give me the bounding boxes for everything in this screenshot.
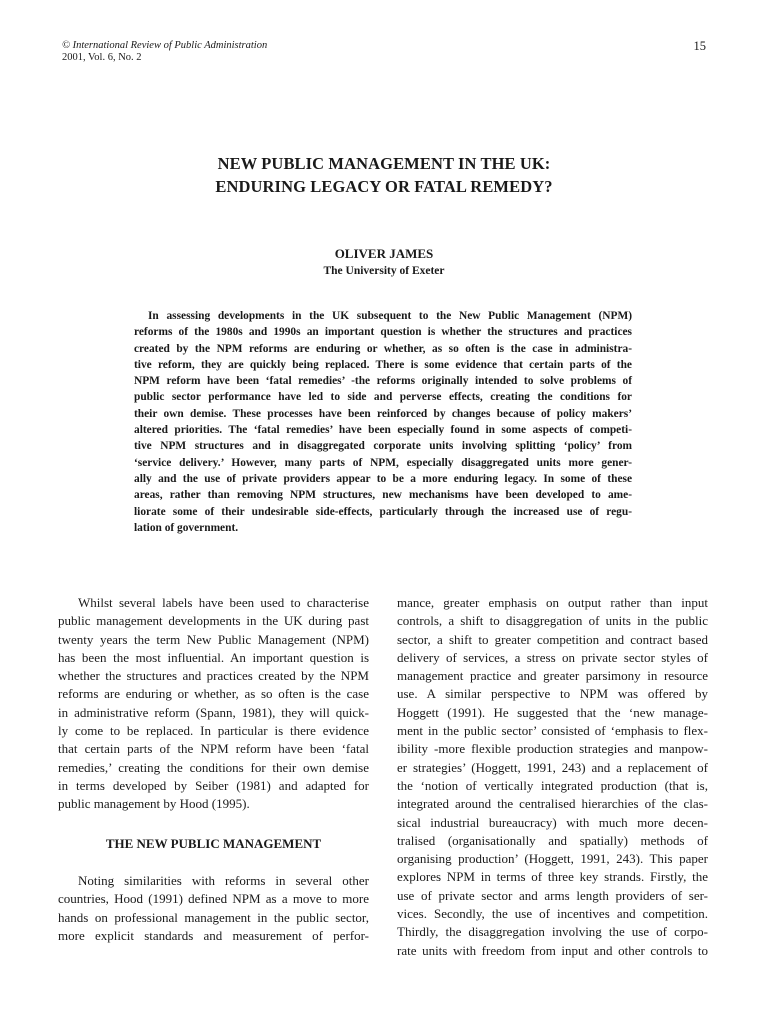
body-line: reforms are enduring or whether, as so often is the case xyxy=(58,686,369,702)
journal-title: © International Review of Public Administration xyxy=(62,40,268,51)
body-line: controls, a shift to disaggregation of units in the public xyxy=(397,613,708,629)
abstract-line: their own demise. These processes have been reinforced by changes because of policy makers’ xyxy=(134,407,632,420)
abstract-line: lation of government. xyxy=(134,521,239,534)
abstract-line: tive reform, they are quickly being replaced. There is some evidence that certain parts of the xyxy=(134,358,632,371)
body-line: use of private sector and arms length providers of ser- xyxy=(397,887,708,903)
abstract-line: public sector performance have led to side and perverse effects, creating the conditions for xyxy=(134,391,632,404)
body-line: explores NPM in terms of three key strands. Firstly, the xyxy=(397,869,708,885)
article-title-line-2: ENDURING LEGACY OR FATAL REMEDY? xyxy=(215,177,553,196)
body-line: that certain parts of the NPM reform have been ‘fatal xyxy=(58,741,369,757)
body-column-left-intro xyxy=(58,594,369,814)
body-line: public management developments in the UK during past xyxy=(58,613,369,629)
body-line: integrated around the centralised hierarchies of the clas- xyxy=(397,796,708,812)
body-line: more explicit standards and measurement of perfor- xyxy=(58,927,369,943)
body-line: use. A similar perspective to NPM was offered by xyxy=(397,686,708,702)
body-line: in administrative reform (Spann, 1981), they will quick- xyxy=(58,704,369,720)
abstract-line: liorate some of their undesirable side-effects, particularly through the increased use of regu- xyxy=(134,505,632,518)
body-line: rate units with freedom from input and other controls to xyxy=(397,942,708,958)
body-line: twenty years the term New Public Management (NPM) xyxy=(58,631,369,647)
abstract-line: ally and the use of private providers appear to be a more enduring legacy. In some of these xyxy=(134,472,632,485)
body-line: Noting similarities with reforms in several other xyxy=(78,873,369,888)
body-line: in terms developed by Seiber (1981) and adapted for xyxy=(58,777,369,793)
abstract-line: altered priorities. The ‘fatal remedies’ have been especially found in some aspects of competi- xyxy=(134,424,632,437)
body-line: Hoggett (1991). He suggested that the ‘new manage- xyxy=(397,704,708,720)
body-line: ibility -more flexible production strategies and manpow- xyxy=(397,741,708,757)
body-line: tralised (organisationally and spatially) methods of xyxy=(397,832,708,848)
body-line: countries, Hood (1991) defined NPM as a move to more xyxy=(58,891,369,907)
article-title xyxy=(0,152,768,198)
abstract-line: In assessing developments in the UK subsequent to the New Public Management (NPM) xyxy=(148,310,632,322)
page-number: 15 xyxy=(693,39,706,53)
body-line: whether the structures and practices created by the NPM xyxy=(58,668,369,684)
abstract-line: created by the NPM reforms are enduring or whether, as so often is the case in administra- xyxy=(134,342,632,355)
body-line: vices. Secondly, the use of incentives and competition. xyxy=(397,906,708,922)
body-line: has been the most influential. An important question is xyxy=(58,649,369,665)
section-heading: THE NEW PUBLIC MANAGEMENT xyxy=(105,836,322,851)
body-line: mance, greater emphasis on output rather than input xyxy=(397,595,708,610)
body-line: Whilst several labels have been used to characterise xyxy=(78,595,369,610)
body-line: er strategies’ (Hoggett, 1991, 243) and a replacement of xyxy=(397,759,708,775)
author-affiliation: The University of Exeter xyxy=(323,265,445,277)
body-line: public management by Hood (1995). xyxy=(58,796,250,812)
abstract-line: areas, rather than removing NPM structures, new mechanisms have been developed to ame- xyxy=(134,489,632,502)
abstract xyxy=(134,308,632,536)
abstract-line: tive NPM structures and in disaggregated corporate units involving splitting ‘policy’ from xyxy=(134,440,632,453)
body-line: organising production’ (Hoggett, 1991, 243). This paper xyxy=(397,851,708,867)
body-line: management practice and greater parsimony in resource xyxy=(397,668,708,684)
body-line: the ‘notion of vertically integrated production (that is, xyxy=(397,777,708,793)
body-line: delivery of services, a stress on private sector styles of xyxy=(397,649,708,665)
journal-citation xyxy=(62,40,267,64)
author-name: OLIVER JAMES xyxy=(334,246,434,261)
body-line: Thirdly, the disaggregation involving the use of corpo- xyxy=(397,924,708,940)
article-title-line-1: NEW PUBLIC MANAGEMENT IN THE UK: xyxy=(217,154,551,173)
abstract-line: reforms of the 1980s and 1990s an important question is whether the structures and practices xyxy=(134,326,632,339)
body-line: hands on professional management in the public sector, xyxy=(58,909,369,925)
body-line: sical industrial bureaucracy) with much more decen- xyxy=(397,814,708,830)
abstract-line: ‘service delivery.’ However, many parts of NPM, especially disaggregated units more gener- xyxy=(134,456,632,469)
body-line: ly come to be replaced. In particular is there evidence xyxy=(58,723,369,739)
body-line: remedies,’ creating the conditions for their own demise xyxy=(58,759,369,775)
journal-volume: 2001, Vol. 6, No. 2 xyxy=(62,52,142,63)
body-column-right xyxy=(397,594,708,960)
body-column-left-section xyxy=(58,872,369,945)
body-line: ment in the public sector’ consisted of ‘emphasis to flex- xyxy=(397,723,708,739)
body-line: sector, a shift to greater competition and contract based xyxy=(397,631,708,647)
abstract-line: NPM reform have been ‘fatal remedies’ -the reforms originally intended to solve problems of xyxy=(134,375,632,388)
